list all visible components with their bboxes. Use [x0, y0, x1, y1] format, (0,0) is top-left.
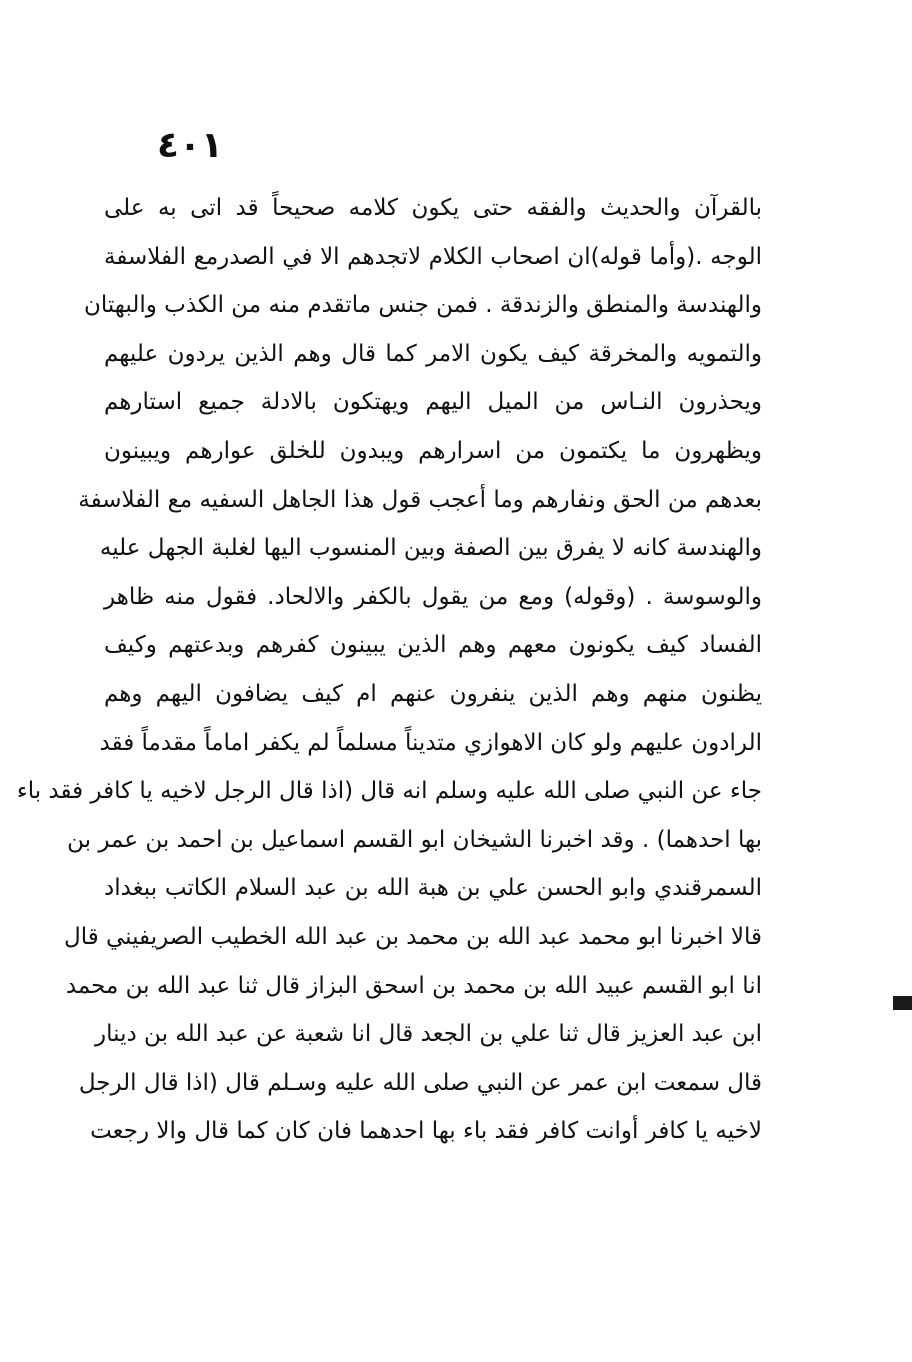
text-line: السمرقندي وابو الحسن علي بن هبة الله بن عبد السلام الكاتب ببغداد [104, 875, 762, 902]
text-line: والهندسة والمنطق والزندقة . فمن جنس ماتقدم منه من الكذب والبهتان [83, 292, 762, 319]
body-text [16, 184, 762, 1156]
text-line: ويحذرون النـاس من الميل اليهم ويهتكون بالادلة جميع استارهم [104, 389, 762, 416]
text-line: والوسوسة . (وقوله) ومع من يقول بالكفر والالحاد. فقول منه ظاهر [104, 583, 762, 610]
text-line: والهندسة كانه لا يفرق بين الصفة وبين المنسوب اليها لغلبة الجهل عليه [99, 535, 762, 562]
text-line: قال سمعت ابن عمر عن النبي صلى الله عليه وسـلم قال (اذا قال الرجل [78, 1069, 762, 1096]
text-line: الرادون عليهم ولو كان الاهوازي متديناً مسلماً لم يكفر اماماً مقدماً فقد [99, 729, 762, 756]
text-line: ابن عبد العزيز قال ثنا علي بن الجعد قال انا شعبة عن عبد الله بن دينار [95, 1021, 762, 1048]
text-line: الفساد كيف يكونون معهم وهم الذين يبينون كفرهم وبدعتهم وكيف [104, 632, 762, 659]
page-number: ٤٠١ [157, 125, 223, 166]
text-line: لاخيه يا كافر أوانت كافر فقد باء بها احدهما فان كان كما قال والا رجعت [90, 1118, 762, 1145]
text-line: جاء عن النبي صلى الله عليه وسلم انه قال (اذا قال الرجل لاخيه يا كافر فقد باء [16, 778, 762, 805]
margin-mark [893, 996, 912, 1010]
text-line: والتمويه والمخرقة كيف يكون الامر كما قال وهم الذين يردون عليهم [104, 340, 762, 367]
text-line: الوجه .(وأما قوله)ان اصحاب الكلام لاتجدهم الا في الصدرمع الفلاسفة [104, 243, 762, 270]
text-line: قالا اخبرنا ابو محمد عبد الله بن محمد بن عبد الله الخطيب الصريفيني قال [63, 923, 762, 950]
text-line: انا ابو القسم عبيد الله بن محمد بن اسحق البزاز قال ثنا عبد الله بن محمد [65, 972, 762, 999]
text-line: بعدهم من الحق ونفارهم وما أعجب قول هذا الجاهل السفيه مع الفلاسفة [78, 486, 762, 513]
text-line: يظنون منهم وهم الذين ينفرون عنهم ام كيف يضافون اليهم وهم [104, 680, 762, 707]
text-line: بالقرآن والحديث والفقه حتى يكون كلامه صحيحاً قد اتى به على [104, 195, 762, 221]
text-line: بها احدهما) . وقد اخبرنا الشيخان ابو القسم اسماعيل بن احمد بن عمر بن [67, 826, 762, 853]
text-line: ويظهرون ما يكتمون من اسرارهم ويبدون للخلق عوارهم ويبينون [104, 437, 762, 464]
